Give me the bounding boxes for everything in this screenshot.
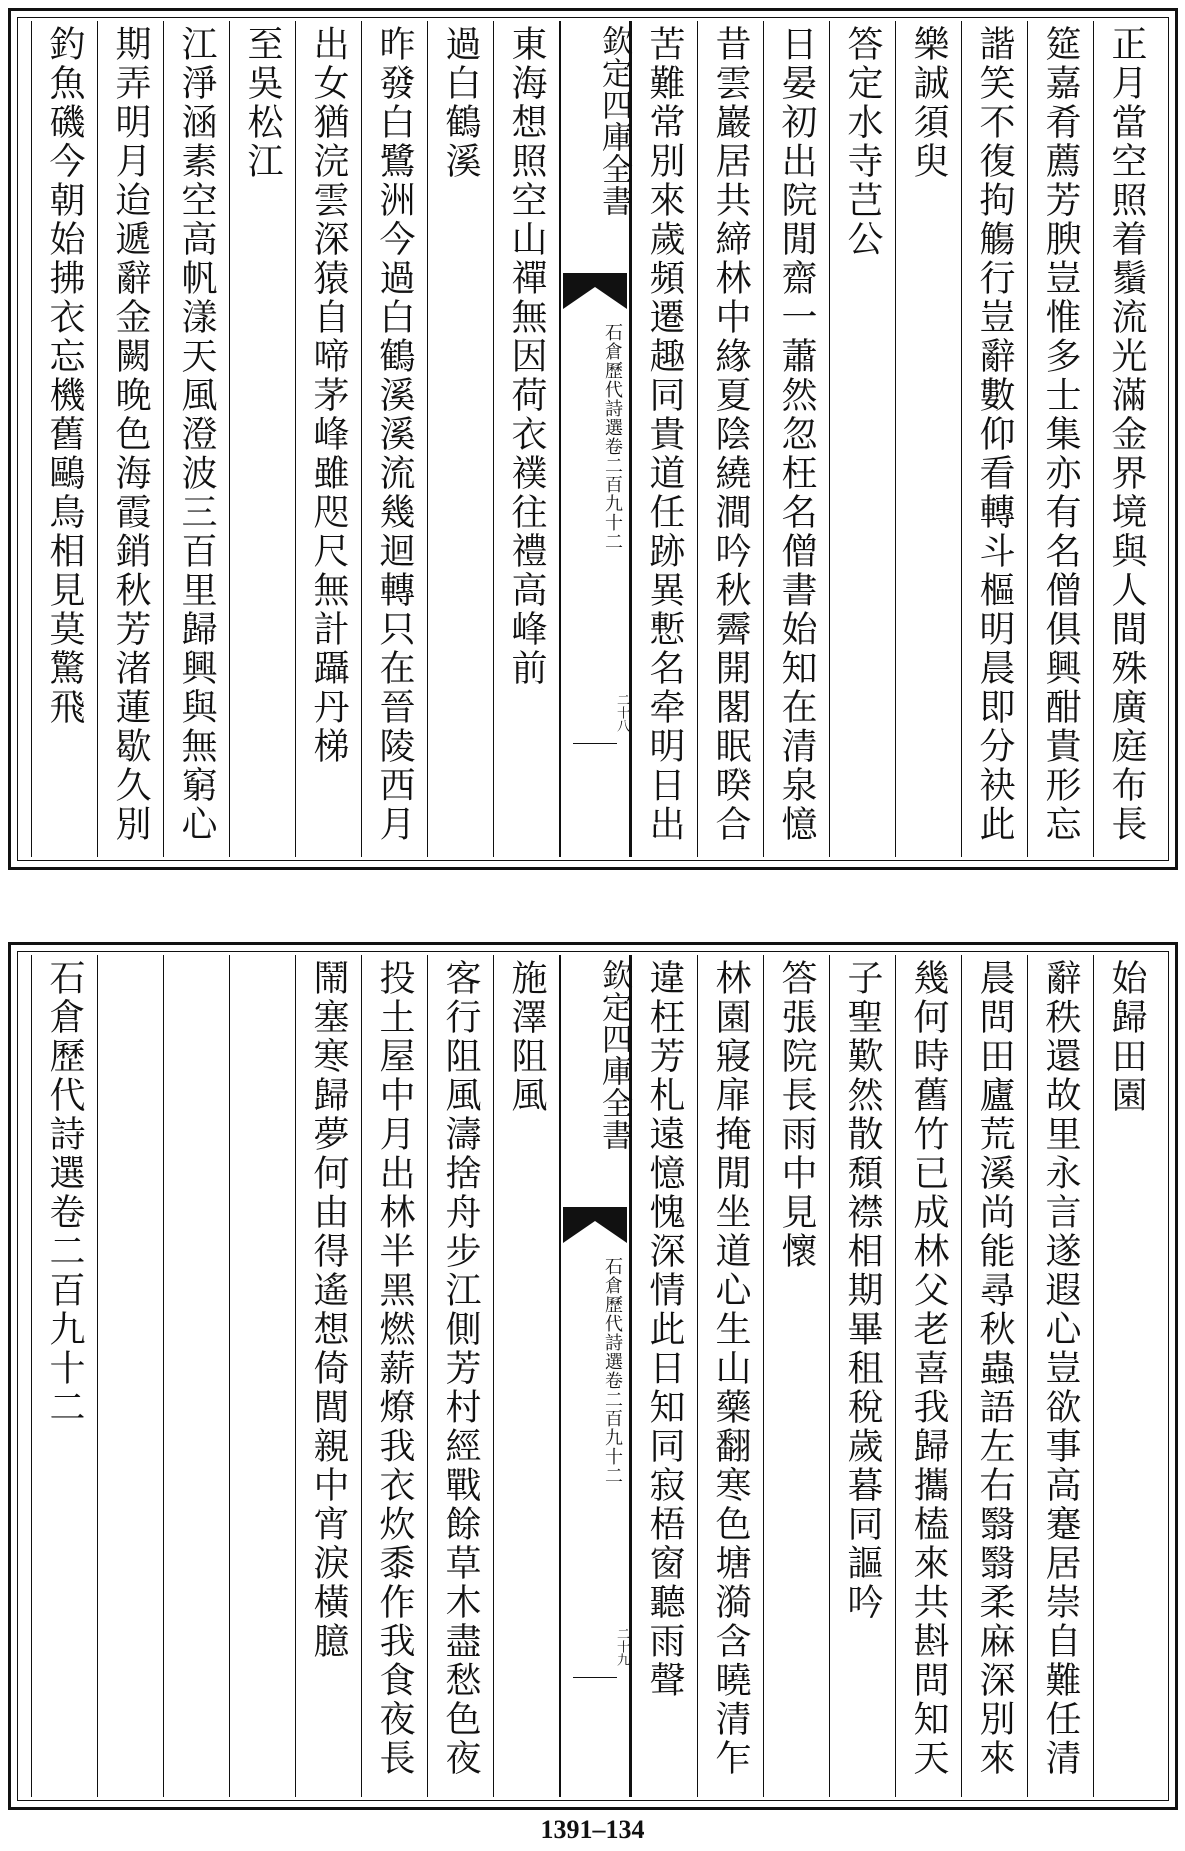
top-leaf-number: 二十八: [614, 692, 629, 732]
top-column-text: 諧笑不復拘觴行豈辭數仰看轉斗樞明晨即分袂此: [974, 25, 1015, 844]
bottom-text-column: [1027, 959, 1093, 1778]
bottom-text-column: [763, 959, 829, 1271]
top-text-column: [697, 25, 763, 844]
bottom-strip-title: 欽定四庫全書: [596, 959, 632, 1151]
column-divider: [97, 955, 98, 1797]
column-divider: [427, 955, 428, 1797]
fishtail-mark-icon: [563, 1207, 627, 1243]
top-text-column: [163, 25, 229, 844]
top-text-column: [763, 25, 829, 844]
column-divider: [829, 21, 830, 857]
top-volume-label: 卷二百九十二: [602, 437, 623, 551]
top-text-column: [427, 25, 493, 181]
top-column-text: 江淨涵素空高帆漾天風澄波三百里歸興與無窮心: [176, 25, 217, 844]
bottom-text-column: [493, 959, 559, 1115]
column-divider: [493, 955, 494, 1797]
top-column-text: 筵嘉肴薦芳腴豈惟多士集亦有名僧俱興酣貴形忘: [1040, 25, 1081, 844]
bottom-column-text: 鬧塞寒歸夢何由得遙想倚閭親中宵淚橫臆: [308, 959, 349, 1661]
column-divider: [1027, 21, 1028, 857]
bottom-column-text: 答張院長雨中見懷: [776, 959, 817, 1271]
column-divider: [895, 21, 896, 857]
bottom-text-column: [697, 959, 763, 1778]
bottom-column-text: 晨問田廬荒溪尚能尋秋蟲語左右翳翳柔麻深別來: [974, 959, 1015, 1778]
top-column-text: 日晏初出院閒齋一蕭然忽枉名僧書始知在清泉憶: [776, 25, 817, 844]
column-divider: [1093, 955, 1094, 1797]
bottom-column-text: 子聖歎然散頹襟相期畢租稅歲暮同謳吟: [842, 959, 883, 1622]
bottom-column-text: 違枉芳札遠憶愧深情此日知同寂梧窗聽雨聲: [644, 959, 685, 1700]
bottom-column-text: 始歸田園: [1106, 959, 1147, 1115]
column-divider: [895, 955, 896, 1797]
bottom-column-text: 投土屋中月出林半黑燃薪燎我衣炊黍作我食夜長: [374, 959, 415, 1778]
top-page-panel: [8, 8, 1178, 870]
column-divider: [31, 21, 32, 857]
bottom-column-text: 辭秩還故里永言遂遐心豈欲事高蹇居崇自難任清: [1040, 959, 1081, 1778]
bottom-column-text: 客行阻風濤捨舟步江側芳村經戰餘草木盡愁色夜: [440, 959, 481, 1778]
top-column-text: 出女猶浣雲深猿自啼茅峰雖咫尺無計躡丹梯: [308, 25, 349, 766]
bottom-text-column: [1093, 959, 1159, 1115]
top-text-column: [1027, 25, 1093, 844]
column-divider: [1027, 955, 1028, 1797]
top-text-column: [229, 25, 295, 181]
bottom-column-text: 幾何時舊竹已成林父老喜我歸攜榼來共斟問知天: [908, 959, 949, 1778]
column-divider: [493, 21, 494, 857]
page-footer-number: 1391–134: [540, 1815, 645, 1844]
top-column-text: 至吳松江: [242, 25, 283, 181]
top-book-title: 石倉歷代詩選: [602, 323, 623, 437]
top-text-column: [631, 25, 697, 844]
top-column-text: 答定水寺芑公: [842, 25, 883, 259]
column-divider: [163, 955, 164, 1797]
column-divider: [763, 21, 764, 857]
top-column-text: 期弄明月迨遞辭金闕晚色海霞銷秋芳渚蓮歇久別: [110, 25, 151, 844]
top-text-column: [895, 25, 961, 181]
column-divider: [961, 21, 962, 857]
fishtail-mark-icon: [563, 273, 627, 309]
bottom-column-text: 林園寢扉掩閒坐道心生山藥翻寒色塘漪含曉清乍: [710, 959, 751, 1778]
column-divider: [361, 21, 362, 857]
column-divider: [163, 21, 164, 857]
bottom-center-strip: [559, 955, 631, 1797]
bottom-text-column: [631, 959, 697, 1700]
column-divider: [697, 21, 698, 857]
top-text-column: [31, 25, 97, 727]
top-column-text: 苦難常別來歲頻遷趣同貴道任跡異慙名牵明日出: [644, 25, 685, 844]
bottom-text-column: [361, 959, 427, 1778]
top-center-strip: [559, 21, 631, 857]
top-column-text: 釣魚磯今朝始拂衣忘機舊鷗鳥相見莫驚飛: [44, 25, 85, 727]
column-divider: [829, 955, 830, 1797]
column-divider: [295, 955, 296, 1797]
top-column-text: 樂誠須臾: [908, 25, 949, 181]
top-text-column: [493, 25, 559, 688]
top-column-text: 正月當空照着鬚流光滿金界境與人間殊廣庭布長: [1106, 25, 1147, 844]
top-text-column: [1093, 25, 1159, 844]
top-column-text: 過白鶴溪: [440, 25, 481, 181]
column-divider: [697, 955, 698, 1797]
top-column-text: 昔雲巖居共締林中緣夏陰繞澗吟秋霽開閣眠暌合: [710, 25, 751, 844]
top-text-column: [829, 25, 895, 259]
bottom-text-column: [829, 959, 895, 1622]
bottom-text-column: [961, 959, 1027, 1778]
column-divider: [295, 21, 296, 857]
bottom-page-panel: [8, 942, 1178, 1810]
bottom-leaf-number: 二十九: [614, 1626, 629, 1666]
column-divider: [229, 955, 230, 1797]
column-divider: [361, 955, 362, 1797]
bottom-volume-label: 卷二百九十二: [602, 1371, 623, 1485]
top-column-text: 昨發白鷺洲今過白鶴溪溪流幾迴轉只在晉陵西月: [374, 25, 415, 844]
bottom-text-column: [295, 959, 361, 1661]
column-divider: [97, 21, 98, 857]
bottom-column-text: 施澤阻風: [506, 959, 547, 1115]
bottom-book-info: [567, 1257, 623, 1597]
top-text-column: [295, 25, 361, 766]
bottom-book-title: 石倉歷代詩選: [602, 1257, 623, 1371]
top-column-text: 東海想照空山禪無因荷衣襆往禮高峰前: [506, 25, 547, 688]
column-divider: [31, 955, 32, 1797]
column-divider: [1093, 21, 1094, 857]
top-strip-title: 欽定四庫全書: [596, 25, 632, 217]
column-divider: [427, 21, 428, 857]
column-divider: [961, 955, 962, 1797]
top-text-column: [961, 25, 1027, 844]
top-text-column: [97, 25, 163, 844]
column-divider: [229, 21, 230, 857]
bottom-text-column: [427, 959, 493, 1778]
bottom-text-column: [895, 959, 961, 1778]
top-text-column: [361, 25, 427, 844]
top-book-info: [567, 323, 623, 663]
column-divider: [763, 955, 764, 1797]
bottom-column-text: 石倉歷代詩選卷二百九十二: [44, 959, 85, 1427]
bottom-text-column: [31, 959, 97, 1427]
